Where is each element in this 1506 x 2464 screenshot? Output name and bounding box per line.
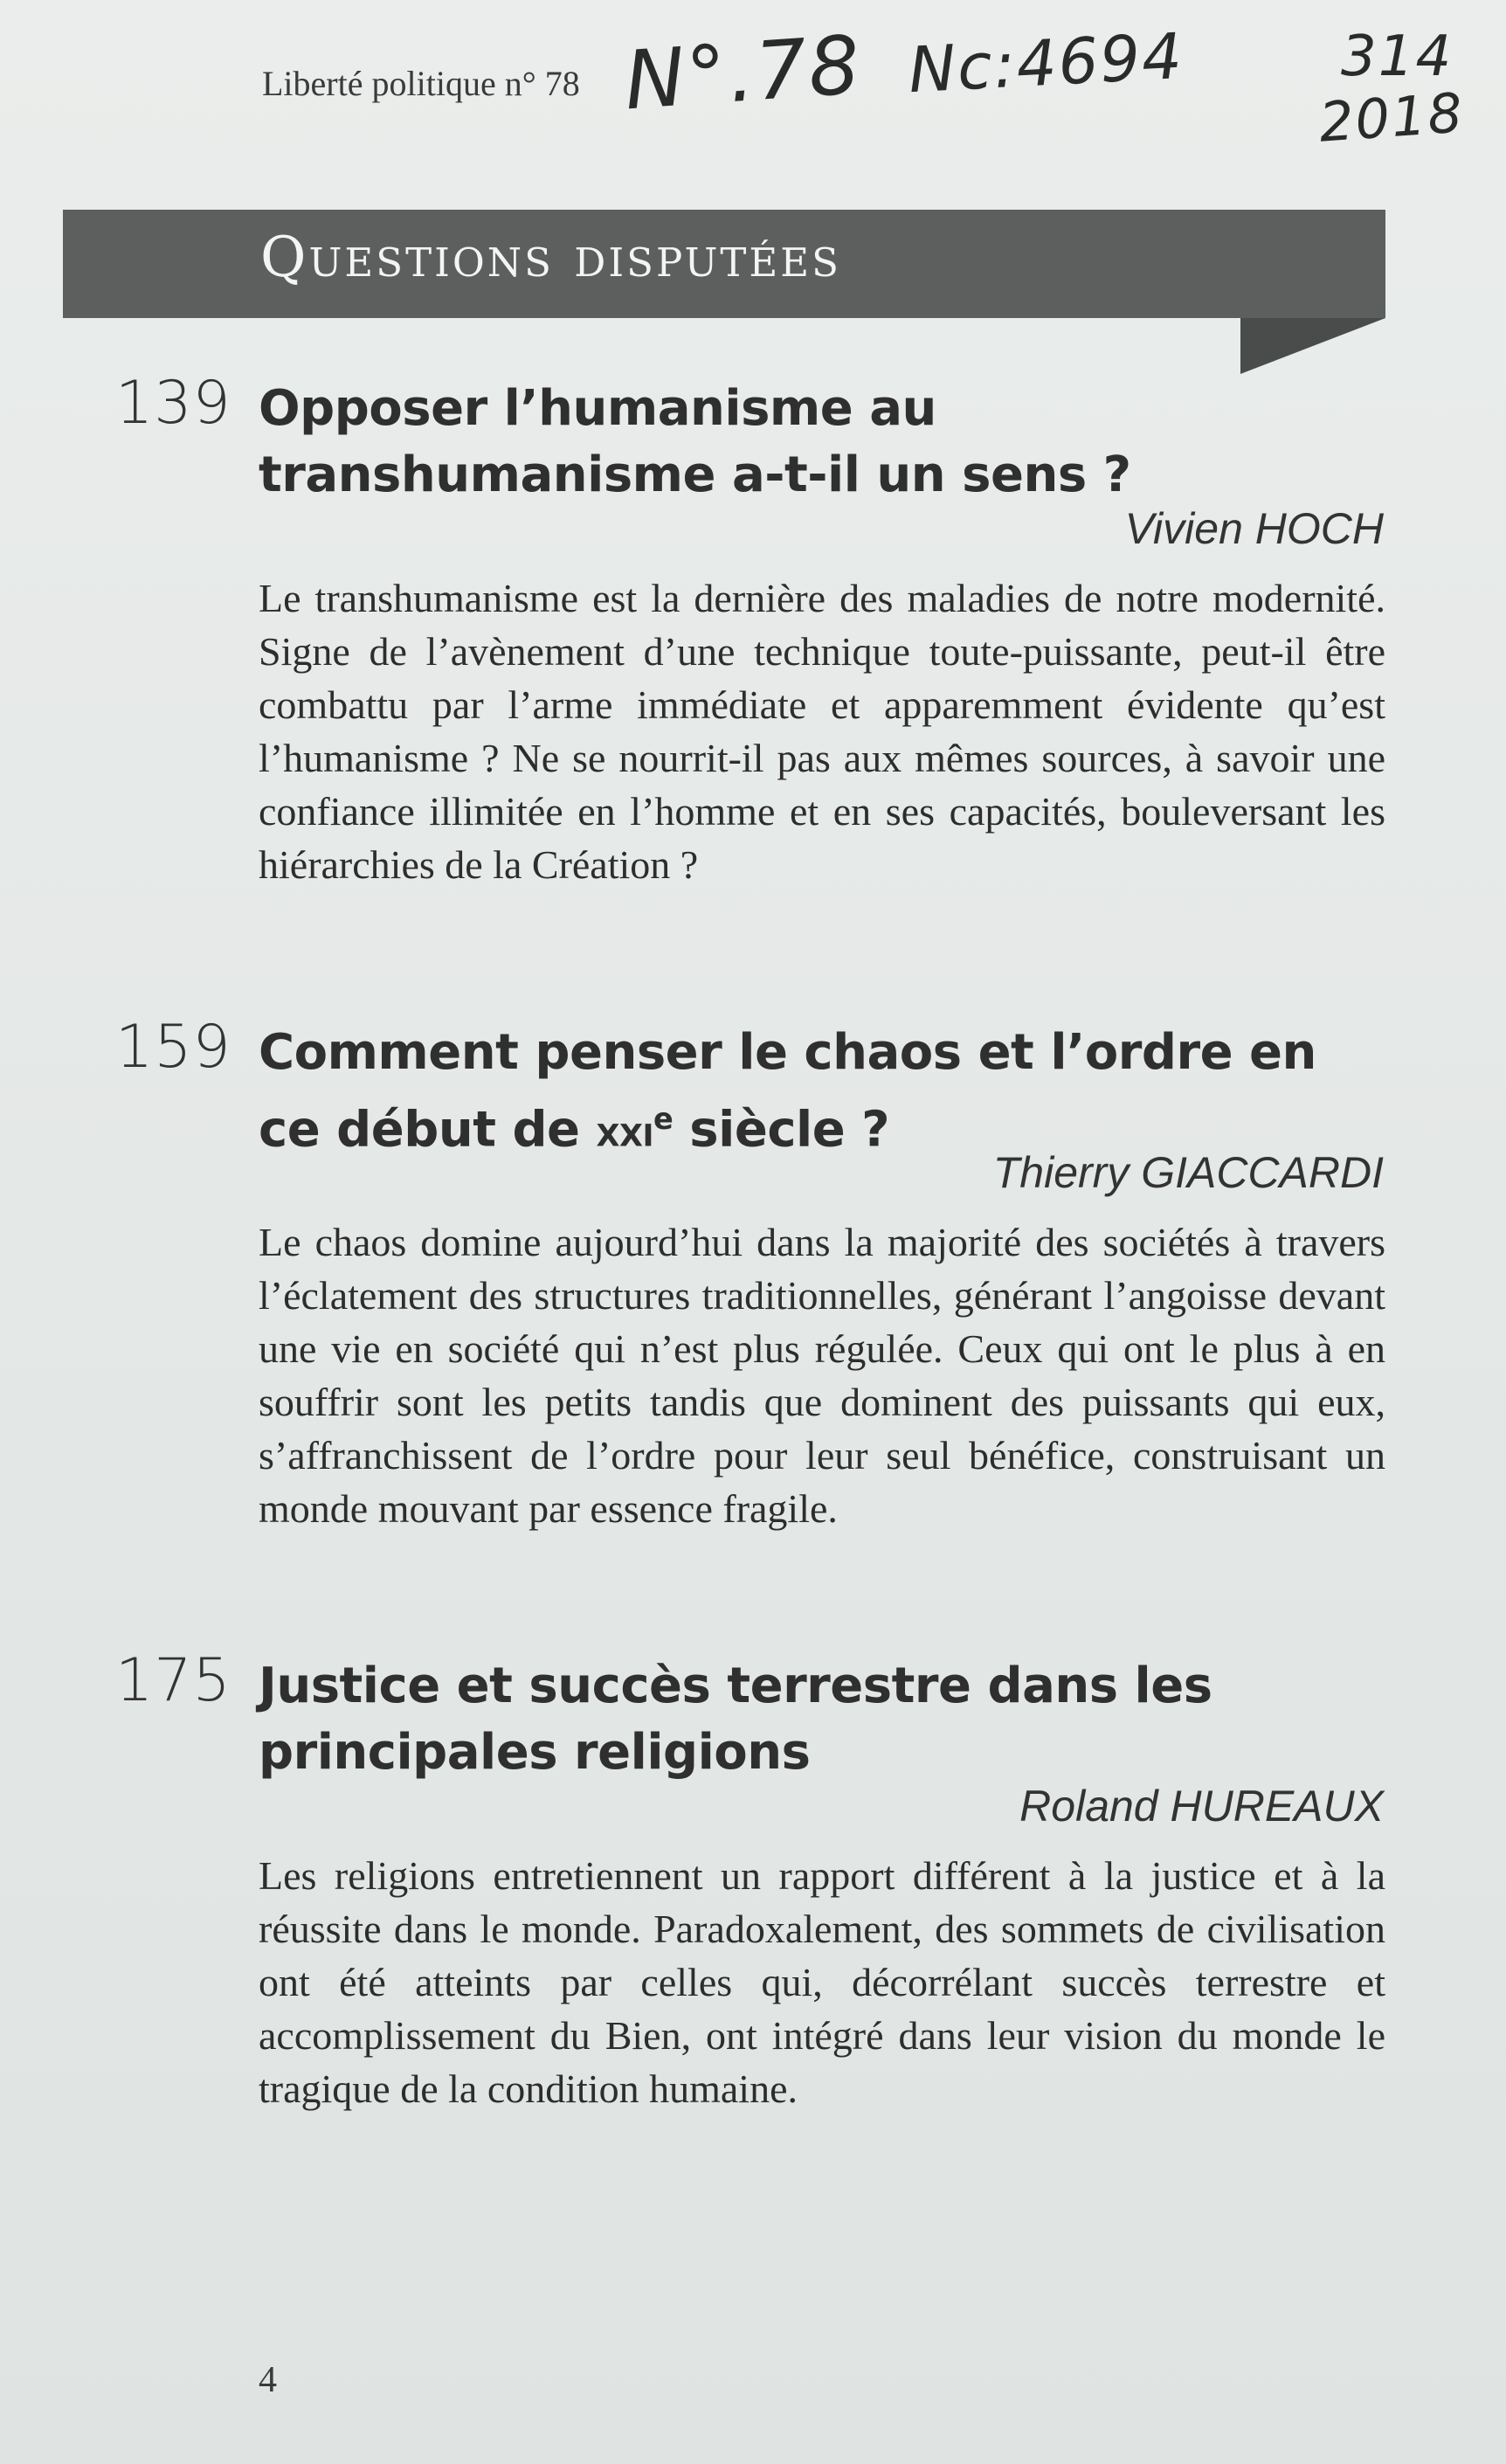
handwritten-year-note: 2018 (1316, 80, 1467, 155)
article-author: Vivien HOCH (1124, 504, 1384, 553)
article-abstract: Les religions entretiennent un rapport différent à la justice et à la réussite dans le monde. Paradoxalement, des sommets de civilisation ont été atteints par celles qui, décorrélant succès terrestre et accomplissement du Bien, ont intégré dans leur vision du monde le tragique de la condition humaine. (259, 1853, 1385, 2111)
article-abstract: Le chaos domine aujourd’hui dans la majorité des sociétés à travers l’éclatement des structures traditionnelles, générant l’angoisse devant une vie en société qui n’est plus régulée. Ceux qui ont le plus à en souffrir sont les petits tandis que dominent des puissants qui eux, s’affranchissent de l’ordre pour leur seul bénéfice, construisant un monde mouvant par essence fragile. (259, 1220, 1385, 1531)
handwritten-number-note: 314 (1341, 24, 1454, 89)
banner-corner-tab (1240, 318, 1385, 374)
article-title[interactable] (259, 1020, 1394, 1165)
running-head: Liberté politique n° 78 (262, 64, 580, 103)
article-title-text: Comment penser le chaos et l’ordre en ce début de (259, 1024, 1316, 1159)
section-title: Questions disputées (260, 225, 841, 290)
article-page-number: 159 (115, 1013, 231, 1082)
article-abstract: Le transhumanisme est la dernière des maladies de notre modernité. Signe de l’avènement d’une technique toute-puissante, peut-il être combattu par l’arme immédiate et apparemment évidente qu’est l’humanisme ? Ne se nourrit-il pas aux mêmes sources, à savoir une confiance illimitée en l’homme et en ses capacités, bouleversant les hiérarchies de la Création ? (259, 576, 1385, 887)
article-author: Thierry GIACCARDI (992, 1148, 1384, 1197)
century-numeral: xxi (596, 1104, 654, 1157)
article-title-text-end: siècle ? (673, 1101, 890, 1159)
article-title[interactable]: Justice et succès terrestre dans les principales religions (259, 1658, 1212, 1781)
article-page-number: 175 (115, 1646, 231, 1715)
century-superscript: e (653, 1102, 674, 1136)
article-title[interactable]: Opposer l’humanisme au transhumanisme a-t-il un sens ? (259, 380, 1131, 503)
article-page-number: 139 (115, 369, 231, 438)
handwritten-issue-note: N°.78 (621, 17, 865, 128)
footer-page-number: 4 (259, 2360, 277, 2400)
article-author: Roland HUREAUX (1019, 1782, 1384, 1831)
handwritten-nc-note: Nc:4694 (907, 18, 1185, 107)
section-banner (63, 210, 1385, 318)
